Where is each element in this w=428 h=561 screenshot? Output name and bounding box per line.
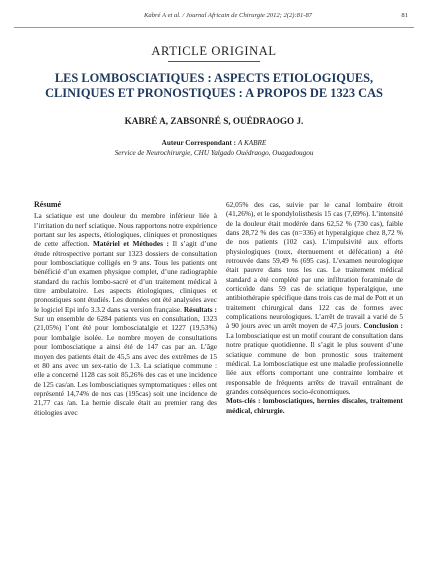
article-type	[14, 44, 414, 62]
abstract-intro: La sciatique est une douleur du membre inférieur liée à l’irritation du nerf sciatique. Nous rapportons notre expérience portant sur les aspects, étiologiques, cliniques et pronostiques de cette affection.	[34, 211, 217, 249]
correspondence-name: A KABRE	[237, 139, 267, 147]
keywords-text: lombosciatiques, hernies discales, traitement médical, chirurgie.	[226, 396, 403, 415]
results-text-left: Sur un ensemble de 6284 patients vus en consultation, 1323 (21,05%) l’ont été pour lombosciatalgie et 1227 (19,53%) pour lombalgie isolée. Le nombre moyen de consultations pour lombosciatique a ainsi été de 147 cas par an. L’âge moyen des patients était de 45,5 ans avec des extrêmes de 15 et 80 ans avec un sex-ratio de 1.3. La sciatique commune : elle a concerné 1128 cas soit 85,26% des cas et une incidence de 125 cas/an. Les lombosciatiques symptomatiques : elles ont représenté 14,74% de nos cas (195cas) soit une incidence de 21,77 cas /an. La hernie discale était au premier rang des étiologies avec	[34, 314, 217, 417]
methods-text: Il s’agit d’une étude rétrospective portant sur 1323 dossiers de consultation pour lombosciatique colligés en 9 ans. Tous les patients ont bénéficié d’un examen physique complet, d’une radiographie standard du rachis lombo-sacré et d’un traitement médical à titre ambulatoire. Les aspects étiologiques, cliniques et pronostiques sont étudiés. Les données ont été analysées avec le logiciel Epi info 3.3.2 dans sa version française.	[34, 239, 217, 314]
abstract-paragraph-continued	[226, 200, 403, 396]
keywords-line	[226, 396, 403, 415]
article-title	[14, 71, 414, 101]
header-rule	[14, 27, 414, 28]
abstract-heading: Résumé	[34, 200, 62, 209]
running-header	[14, 10, 414, 24]
abstract-left-column	[34, 200, 217, 417]
title-line-1: LES LOMBOSCIATIQUES : ASPECTS ETIOLOGIQUES,	[54, 71, 374, 85]
running-title: Kabré A et al. / Journal Africain de Chirurgie 2012; 2(2):81-87	[144, 12, 313, 19]
correspondence-affiliation: Service de Neurochirurgie, CHU Yalgado Ouédraogo, Ouagadougou	[114, 148, 314, 157]
page-number: 81	[401, 12, 408, 19]
title-line-2: CLINIQUES ET PRONOSTIQUES : A PROPOS DE 1323 CAS	[45, 86, 383, 100]
article-type-underline	[168, 61, 260, 62]
correspondence-label: Auteur Correspondant :	[161, 139, 237, 147]
results-label: Résultats :	[183, 304, 217, 314]
keywords-label: Mots-clés :	[226, 396, 261, 406]
article-type-label: ARTICLE ORIGINAL	[151, 44, 277, 58]
abstract-right-column	[226, 200, 403, 415]
conclusion-label: Conclusion :	[363, 321, 403, 331]
abstract-paragraph	[34, 211, 217, 417]
correspondence-block	[14, 139, 414, 158]
results-text-right: 62,05% des cas, suivie par le canal lombaire étroit (41,26%), et le spondylolisthesis 15 cas (7,69%). L’intensité de la douleur était modérée dans 62,52 % (730 cas), faible dans 28,72 % des cas (n=336) et hyperalgique chez 8,72 % de nos patients (102 cas). L’impulsivité aux efforts physiologiques (toux, éternuement et défécation) a été retrouvée dans 59,49 % (695 cas). L’examen neurologique était pauvre dans tous les cas. Le traitement médical standard a été complété par une infiltration foraminale de corticoïde dans 59 cas de sciatique hyperalgique, une antibiothérapie spécifique dans trois cas de mal de Pott et un traitement chirurgical dans 122 cas de formes avec complications neurologiques. L’arrêt de travail a varié de 5 à 90 jours avec un arrêt moyen de 47,5 jours.	[226, 200, 403, 331]
author-list: KABRÉ A, ZABSONRÉ S, OUÉDRAOGO J.	[124, 116, 304, 126]
conclusion-text: La lombosciatique est un motif courant de consultation dans notre pratique quotidienne. Il s’agit le plus souvent d’une sciatique commune de bon pronostic sous traitement médical. La lombosciatique est une maladie professionnelle liée aux efforts comportant une contrainte lombaire et responsable de fréquents arrêts de travail entraînant de grandes conséquences socio-économiques.	[226, 330, 403, 396]
methods-label: Matériel et Méthodes :	[93, 239, 169, 249]
